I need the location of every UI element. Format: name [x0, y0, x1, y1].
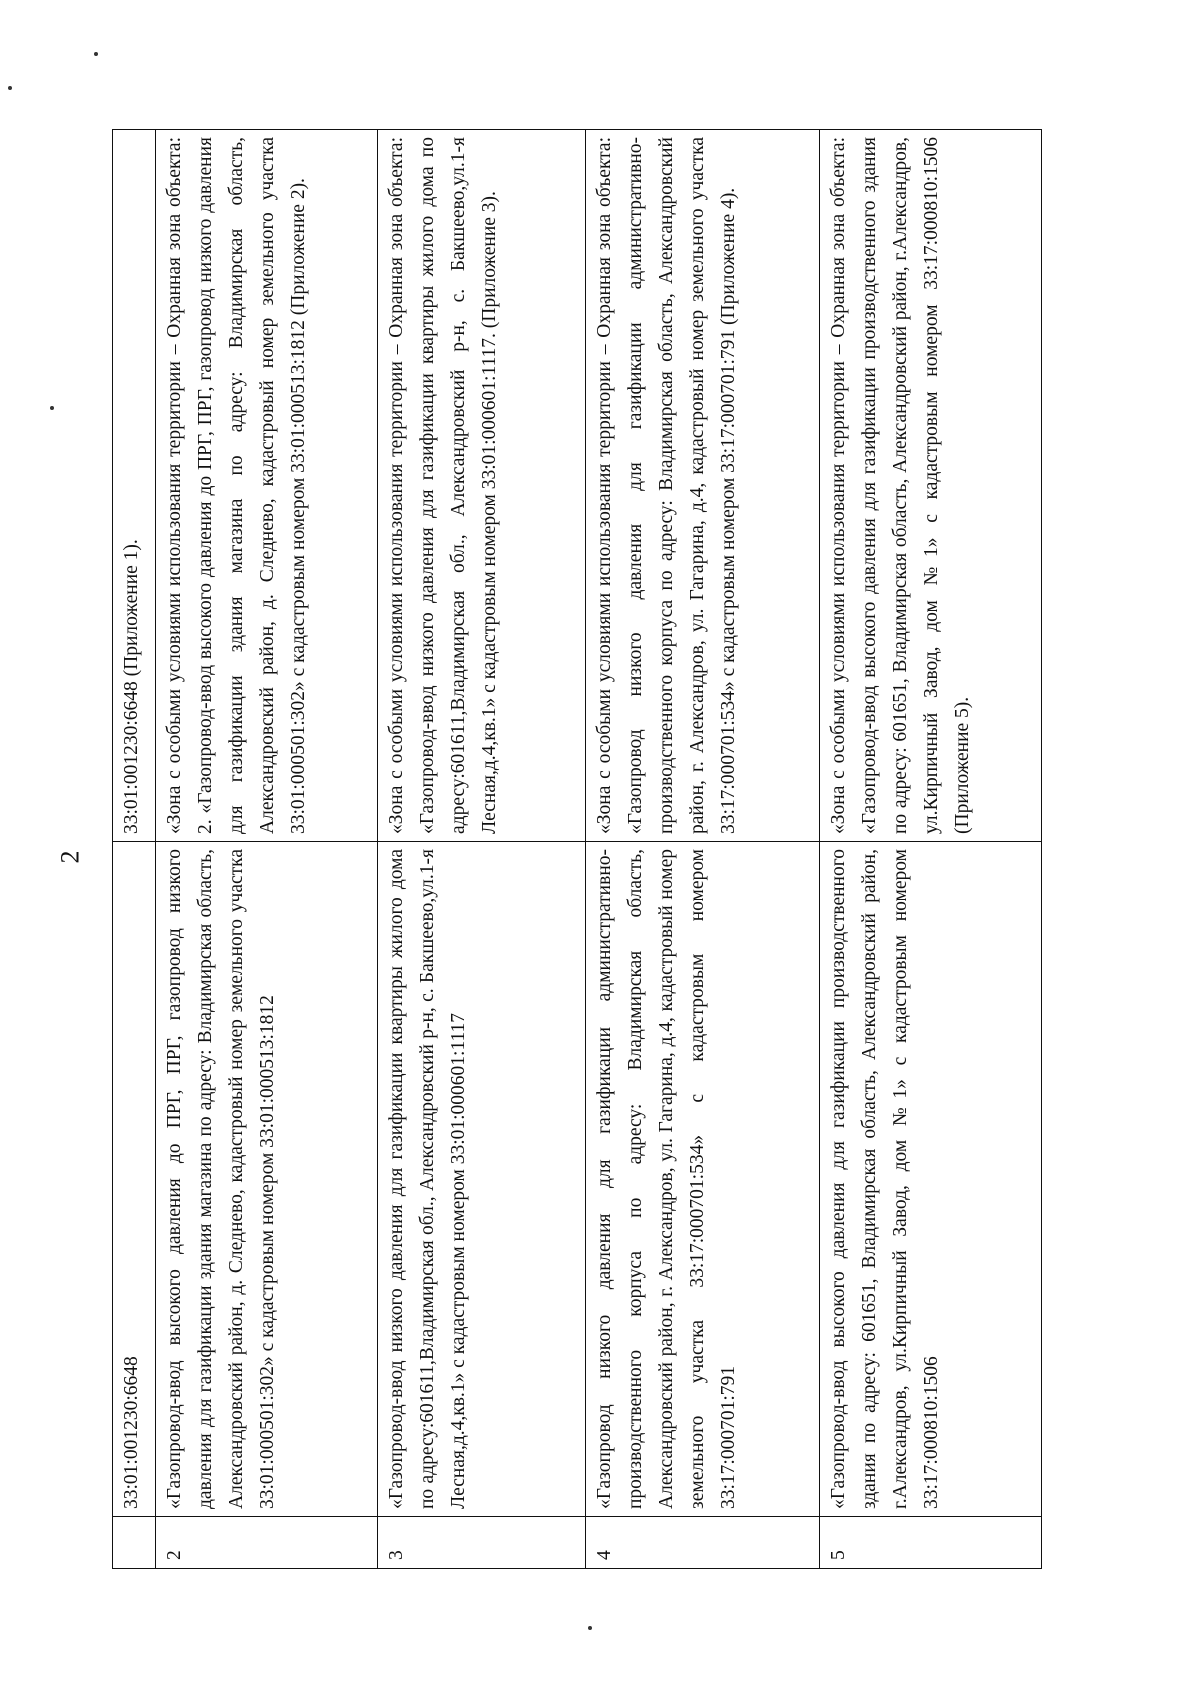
row-number-cell: 3 — [378, 1517, 586, 1569]
table-row — [156, 130, 378, 1569]
zones-table — [112, 129, 1042, 1569]
object-cell: «Газопровод-ввод низкого давления для газификации квартиры жилого дома по адресу:601611,Владимирская обл., Александровский р-н, с. Бакшеево,ул.1-я Лесная,д.4,кв.1» с кадастровым номером 33:01:000601:1117 — [378, 842, 586, 1517]
page-number: 2 — [55, 850, 85, 864]
object-cell: «Газопровод-ввод высокого давления для газификации производственного здания по адресу: 601651, Владимирская область, Александровский район, г.Александров, ул.Кирпичный Завод, дом №1» с кадастровым номером 33:17:000810:1506 — [820, 842, 1042, 1517]
zone-cell: «Зона с особыми условиями использования территории – Охранная зона объекта: «Газопровод-ввод высокого давления для газификации производственного здания по адресу: 601651, Владимирская область, Александровский район, г.Александров, ул.Кирпичный Завод, дом №1» с кадастровым номером 33:17:000810:1506 (Приложение 5). — [820, 130, 1042, 842]
row-number-cell: 4 — [586, 1517, 820, 1569]
scan-speck — [588, 1626, 592, 1630]
table-row — [586, 130, 820, 1569]
table-row — [378, 130, 586, 1569]
zone-cell: «Зона с особыми условиями использования территории – Охранная зона объекта: «Газопровод низкого давления для газификации административно-производственного корпуса по адресу: Владимирская область, Александровский район, г. Александров, ул. Гагарина, д.4, кадастровый номер земельного участка 33:17:000701:534» с кадастровым номером 33:17:000701:791 (Приложение 4). — [586, 130, 820, 842]
object-cell: «Газопровод низкого давления для газификации административно-производственного корпуса по адресу: Владимирская область, Александровский район, г. Александров, ул. Гагарина, д.4, кадастровый номер земельного участка 33:17:000701:534» с кадастровым номером 33:17:000701:791 — [586, 842, 820, 1517]
table-row — [113, 130, 156, 1569]
row-number-cell: 2 — [156, 1517, 378, 1569]
row-number-cell — [113, 1517, 156, 1569]
scan-speck — [8, 86, 12, 90]
object-cell: 33:01:001230:6648 — [113, 842, 156, 1517]
zone-cell: «Зона с особыми условиями использования территории – Охранная зона объекта: «Газопровод-ввод низкого давления для газификации квартиры жилого дома по адресу:601611,Владимирская обл., Александровский р-н, с. Бакшеево,ул.1-я Лесная,д.4,кв.1» с кадастровым номером 33:01:000601:1117. (Приложение 3). — [378, 130, 586, 842]
scan-speck — [94, 52, 98, 56]
table-row — [820, 130, 1042, 1569]
zone-cell: 33:01:001230:6648 (Приложение 1). — [113, 130, 156, 842]
zone-cell: «Зона с особыми условиями использования территории – Охранная зона объекта: 2. «Газопровод-ввод высокого давления до ПРГ, ПРГ, газопровод низкого давления для газификации здания магазина по адресу: Владимирская область, Александровский район, д. Следнево, кадастровый номер земельного участка 33:01:000501:302» с кадастровым номером 33:01:000513:1812 (Приложение 2). — [156, 130, 378, 842]
row-number-cell: 5 — [820, 1517, 1042, 1569]
object-cell: «Газопровод-ввод высокого давления до ПРГ, ПРГ, газопровод низкого давления для газификации здания магазина по адресу: Владимирская область, Александровский район, д. Следнево, кадастровый номер земельного участка 33:01:000501:302» с кадастровым номером 33:01:000513:1812 — [156, 842, 378, 1517]
rotated-table-container — [112, 129, 1042, 1569]
scan-speck — [50, 406, 54, 410]
